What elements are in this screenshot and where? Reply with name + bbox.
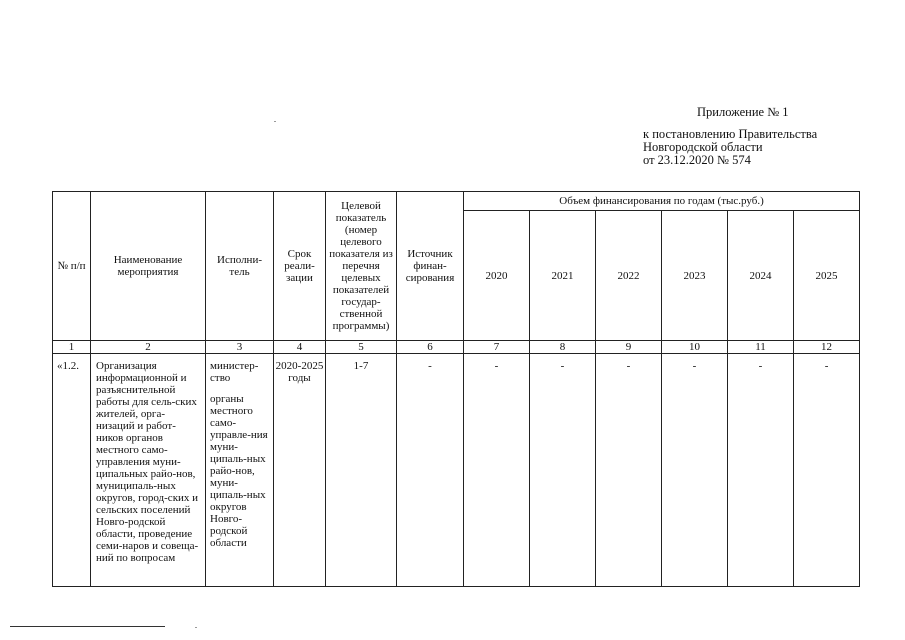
header-year: 2024 bbox=[728, 211, 794, 341]
funding-table bbox=[52, 191, 860, 587]
header-year: 2020 bbox=[464, 211, 530, 341]
appendix-line-1: к постановлению Правительства bbox=[643, 127, 818, 141]
executor-cell bbox=[206, 354, 274, 587]
column-number: 3 bbox=[206, 341, 274, 354]
header-year: 2021 bbox=[530, 211, 596, 341]
column-number: 2 bbox=[91, 341, 206, 354]
appendix-title: Приложение № 1 bbox=[697, 105, 789, 119]
column-number-row bbox=[53, 341, 860, 354]
column-number: 10 bbox=[662, 341, 728, 354]
funding-value: - bbox=[794, 354, 860, 587]
header-target: Целевой показатель (номер целевого показателя из перечня целевых показателей государ-ственной программы) bbox=[326, 192, 397, 341]
scan-speck bbox=[195, 627, 197, 628]
header-executor: Исполни-тель bbox=[206, 192, 274, 341]
appendix-line-3: от 23.12.2020 № 574 bbox=[643, 153, 751, 167]
executor-ministry: министер-ство bbox=[210, 360, 259, 384]
term-cell: 2020-2025 годы bbox=[274, 354, 326, 587]
executor-local-authorities: органы местного само-управле-ния муни-ципаль-ных райо-нов, муни-ципаль-ных округов Новго-родской области bbox=[210, 393, 268, 549]
funding-value: - bbox=[530, 354, 596, 587]
header-num: № п/п bbox=[53, 192, 91, 341]
scan-speck bbox=[274, 121, 276, 122]
funding-value: - bbox=[728, 354, 794, 587]
column-number: 7 bbox=[464, 341, 530, 354]
header-name: Наименование мероприятия bbox=[91, 192, 206, 341]
source-cell: - bbox=[397, 354, 464, 587]
header-funding-group: Объем финансирования по годам (тыс.руб.) bbox=[464, 192, 860, 211]
header-year: 2025 bbox=[794, 211, 860, 341]
funding-value: - bbox=[596, 354, 662, 587]
column-number: 5 bbox=[326, 341, 397, 354]
header-source: Источник финан-сирования bbox=[397, 192, 464, 341]
column-number: 1 bbox=[53, 341, 91, 354]
row-number: «1.2. bbox=[53, 354, 91, 587]
footnote-divider bbox=[10, 626, 165, 627]
column-number: 11 bbox=[728, 341, 794, 354]
activity-name: Организация информационной и разъяснительной работы для сель-ских жителей, орга-низаций и работ-ников органов местного само-управления муни-ципальных райо-нов, муниципаль-ных округов, город-ских и сельских поселений Новго-родской области, проведение семи-наров и совеща-ний по вопросам bbox=[91, 354, 206, 587]
target-cell: 1-7 bbox=[326, 354, 397, 587]
column-number: 4 bbox=[274, 341, 326, 354]
funding-value: - bbox=[464, 354, 530, 587]
header-row-top bbox=[53, 192, 860, 211]
table-row bbox=[53, 354, 860, 587]
funding-value: - bbox=[662, 354, 728, 587]
appendix-header bbox=[643, 106, 883, 167]
column-number: 9 bbox=[596, 341, 662, 354]
column-number: 6 bbox=[397, 341, 464, 354]
header-term: Срок реали-зации bbox=[274, 192, 326, 341]
header-year: 2022 bbox=[596, 211, 662, 341]
appendix-line-2: Новгородской области bbox=[643, 140, 763, 154]
header-year: 2023 bbox=[662, 211, 728, 341]
column-number: 12 bbox=[794, 341, 860, 354]
column-number: 8 bbox=[530, 341, 596, 354]
